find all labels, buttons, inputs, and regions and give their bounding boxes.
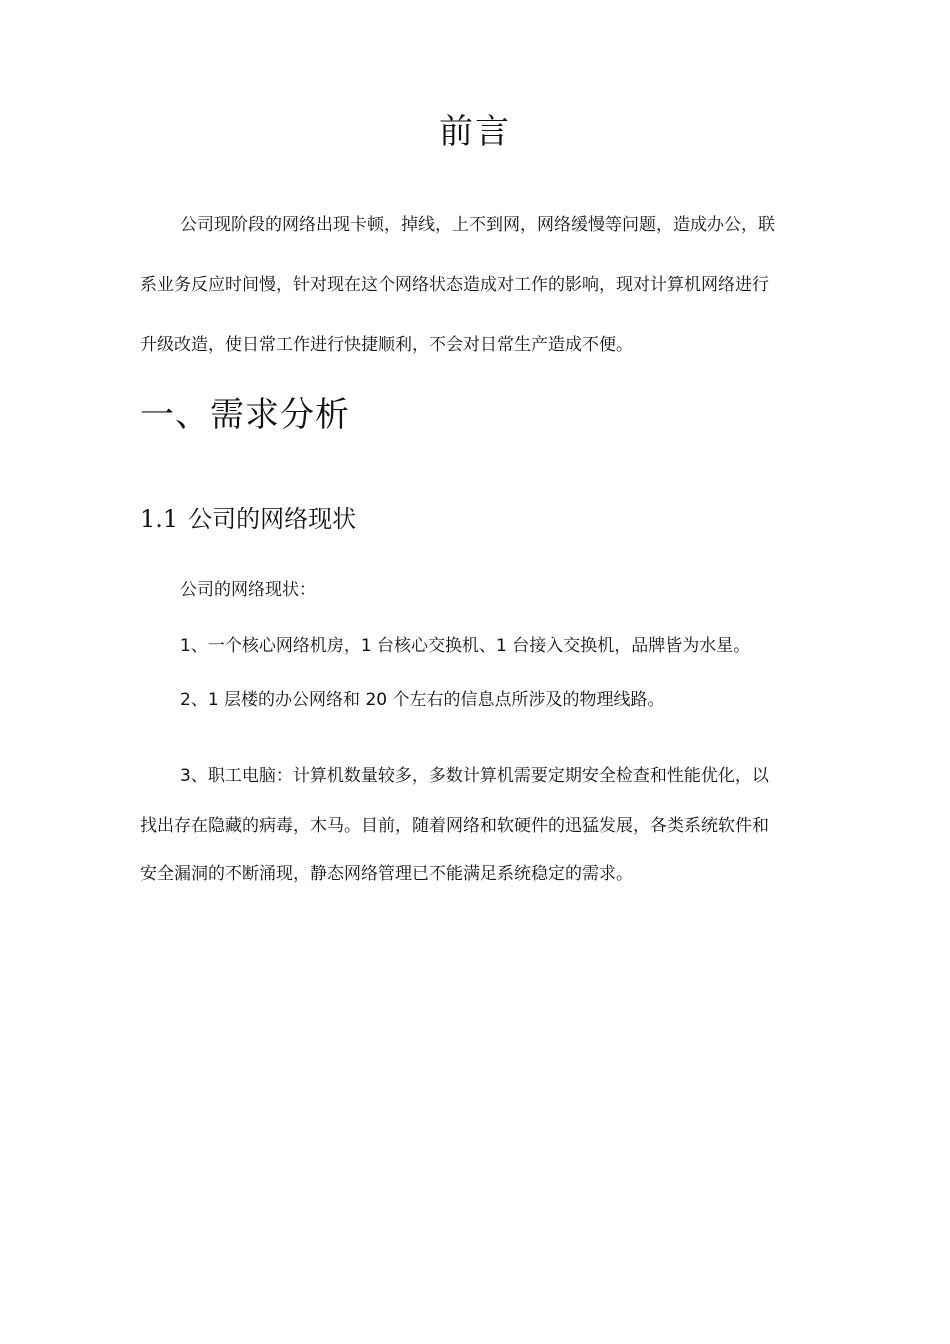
section-heading: 一、需求分析 (140, 395, 350, 435)
list-item-2: 2、1 层楼的办公网络和 20 个左右的信息点所涉及的物理线路。 (180, 690, 665, 710)
list-item-1: 1、一个核心网络机房，1 台核心交换机、1 台接入交换机，品牌皆为水星。 (180, 636, 751, 656)
subsection-heading (140, 503, 356, 535)
list-item-3-line-1: 3、职工电脑：计算机数量较多，多数计算机需要定期安全检查和性能优化，以 (180, 766, 769, 786)
subsection-number: 1.1 (140, 505, 179, 533)
page-title: 前言 (439, 112, 511, 152)
preface-line-1: 公司现阶段的网络出现卡顿，掉线，上不到网，网络缓慢等问题，造成办公，联 (180, 215, 775, 235)
preface-line-3: 升级改造，使日常工作进行快捷顺利，不会对日常生产造成不便。 (140, 335, 633, 355)
list-item-3-line-3: 安全漏洞的不断涌现，静态网络管理已不能满足系统稳定的需求。 (140, 864, 633, 884)
preface-line-2: 系业务反应时间慢，针对现在这个网络状态造成对工作的影响，现对计算机网络进行 (140, 275, 769, 295)
subsection-title: 公司的网络现状 (188, 505, 357, 533)
network-status-intro: 公司的网络现状： (180, 580, 316, 600)
list-item-3-line-2: 找出存在隐藏的病毒，木马。目前，随着网络和软硬件的迅猛发展，各类系统软件和 (140, 816, 769, 836)
